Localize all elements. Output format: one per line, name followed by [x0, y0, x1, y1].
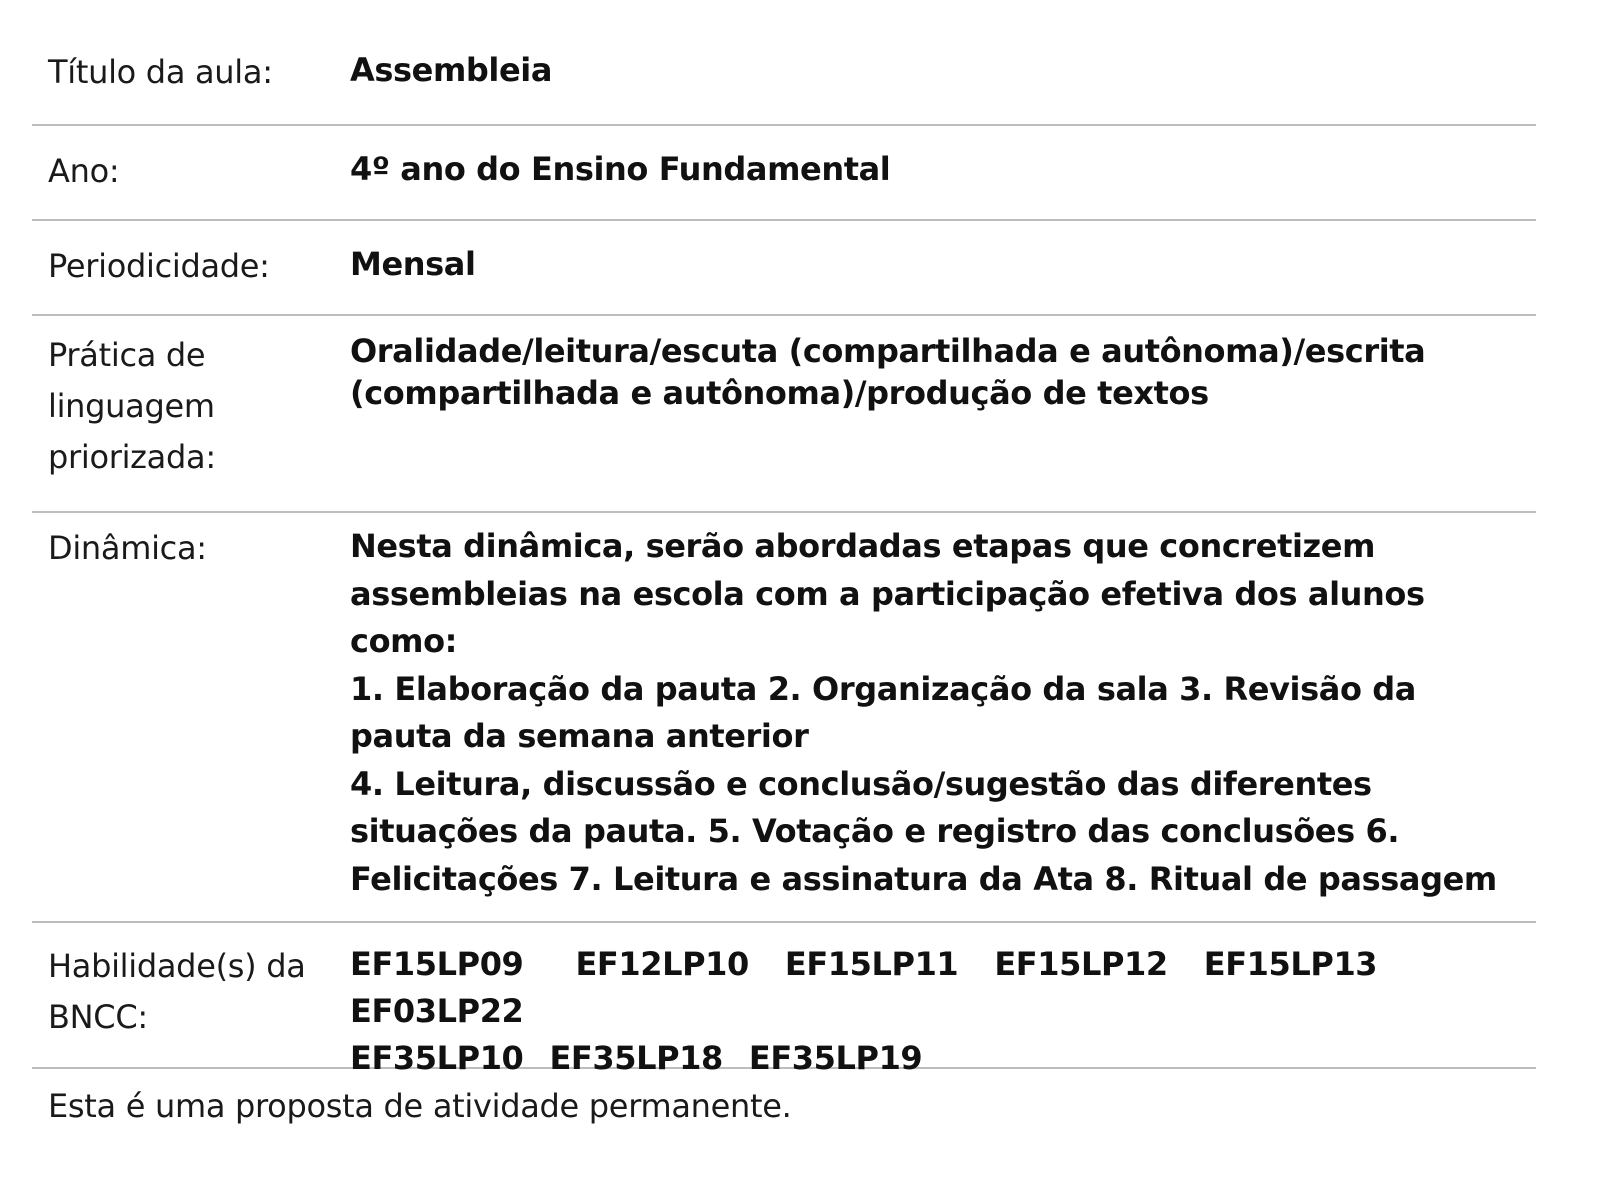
label-dinamica: Dinâmica:	[48, 529, 207, 567]
bncc-code: EF15LP12	[994, 945, 1168, 983]
bncc-code: EF35LP19	[748, 1039, 923, 1077]
footer-note: Esta é uma proposta de atividade permanente.	[48, 1087, 792, 1125]
value-periodicidade: Mensal	[350, 245, 476, 283]
label-habilidades-bncc: Habilidade(s) da BNCC:	[48, 947, 306, 1036]
bncc-code: EF15LP13	[1203, 945, 1378, 983]
dinamica-steps-1: 1. Elaboração da pauta 2. Organização da sala 3. Revisão da pauta da semana anterior	[350, 669, 1416, 755]
bncc-code: EF12LP10	[575, 945, 749, 983]
row-periodicidade	[32, 221, 1536, 316]
row-pratica-linguagem	[32, 316, 1536, 513]
bncc-code: EF03LP22	[350, 992, 524, 1030]
label-ano: Ano:	[48, 152, 120, 190]
row-titulo	[32, 22, 1536, 126]
bncc-codes-line-2	[350, 1035, 1526, 1082]
value-pratica-linguagem: Oralidade/leitura/escuta (compartilhada e autônoma)/escrita (compartilhada e autônoma)/produção de textos	[350, 332, 1426, 412]
label-titulo: Título da aula:	[48, 53, 273, 91]
bncc-code: EF35LP18	[549, 1039, 723, 1077]
value-habilidades-bncc	[350, 941, 1536, 1077]
dinamica-steps-2: 4. Leitura, discussão e conclusão/sugestão das diferentes situações da pauta. 5. Votação e registro das conclusões 6. Felicitações 7. Leitura e assinatura da Ata 8. Ritual de passagem	[350, 764, 1497, 898]
row-habilidades-bncc	[32, 923, 1536, 1077]
lesson-plan-table	[32, 22, 1536, 1130]
label-periodicidade: Periodicidade:	[48, 247, 270, 285]
value-titulo: Assembleia	[350, 51, 553, 89]
bncc-code: EF15LP09	[350, 945, 524, 983]
row-ano	[32, 126, 1536, 221]
bncc-code: EF35LP10	[350, 1039, 524, 1077]
value-ano: 4º ano do Ensino Fundamental	[350, 150, 891, 188]
value-dinamica	[350, 523, 1536, 921]
bncc-code: EF15LP11	[784, 945, 959, 983]
bncc-codes-line-1	[350, 941, 1526, 1035]
dinamica-intro: Nesta dinâmica, serão abordadas etapas que concretizem assembleias na escola com a participação efetiva dos alunos como:	[350, 527, 1425, 660]
label-pratica-linguagem: Prática de linguagem priorizada:	[48, 336, 216, 476]
row-dinamica	[32, 513, 1536, 923]
